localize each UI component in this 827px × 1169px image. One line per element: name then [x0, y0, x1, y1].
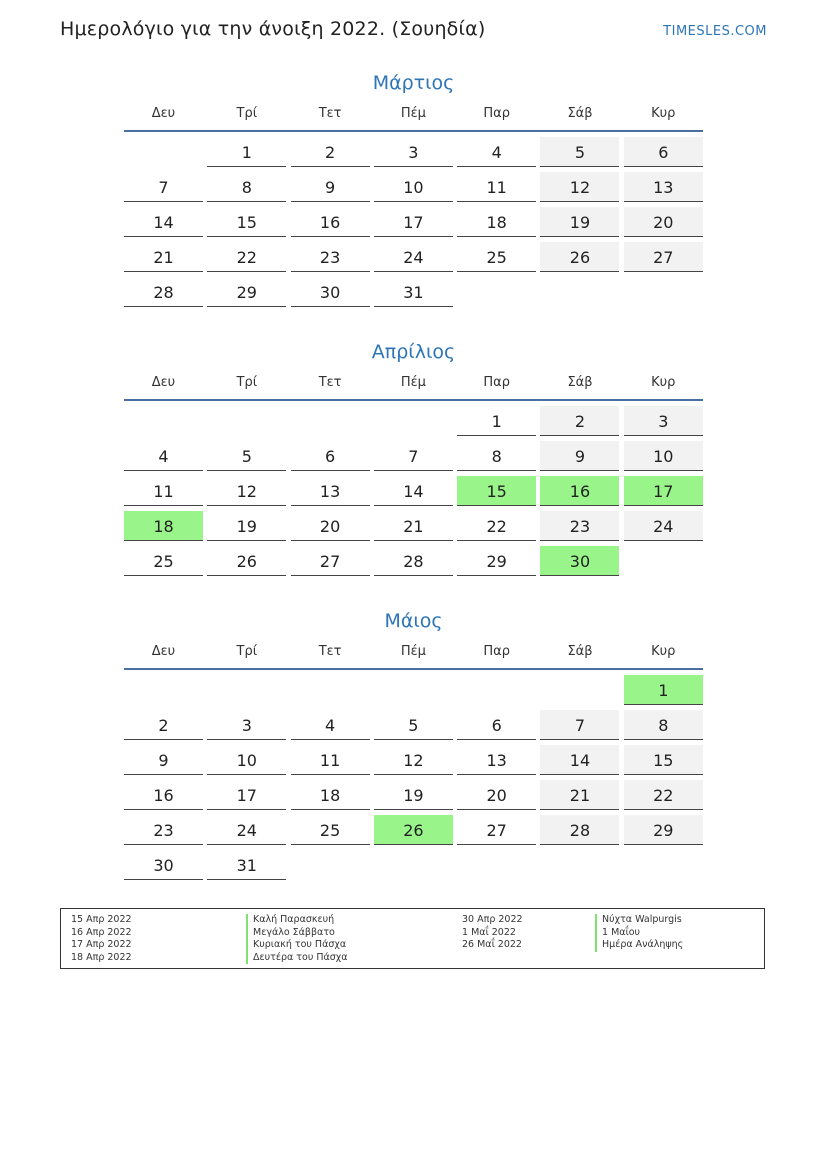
day-cell[interactable]: 16: [540, 476, 619, 506]
day-cell[interactable]: 21: [374, 511, 453, 541]
weekday-label: Κυρ: [651, 644, 676, 659]
month-title: Μάρτιος: [372, 72, 455, 94]
month-title: Μάιος: [384, 610, 443, 632]
legend-holiday-name: Μεγάλο Σάββατο: [246, 927, 348, 940]
day-cell[interactable]: 10: [207, 745, 286, 775]
weekday-label: Παρ: [483, 644, 510, 659]
day-cell[interactable]: 11: [124, 476, 203, 506]
day-cell[interactable]: 18: [291, 780, 370, 810]
legend-date: 16 Απρ 2022: [71, 926, 132, 938]
day-cell[interactable]: 30: [291, 277, 370, 307]
day-cell[interactable]: 10: [374, 172, 453, 202]
weekday-label: Σάβ: [567, 375, 593, 390]
day-cell[interactable]: 2: [124, 710, 203, 740]
day-cell[interactable]: 25: [291, 815, 370, 845]
legend-holiday-name: Καλή Παρασκευή: [246, 914, 348, 927]
weekday-label: Κυρ: [651, 375, 676, 390]
day-cell[interactable]: 22: [624, 780, 703, 810]
empty-day-cell: [457, 850, 536, 879]
empty-day-cell: [624, 546, 703, 575]
day-cell[interactable]: 8: [624, 710, 703, 740]
weekday-label: Κυρ: [651, 106, 676, 121]
day-cell[interactable]: 21: [540, 780, 619, 810]
weekday-label: Δευ: [151, 375, 176, 390]
legend-holiday-name: Δευτέρα του Πάσχα: [246, 952, 348, 965]
day-cell[interactable]: 1: [457, 406, 536, 436]
day-cell[interactable]: 29: [207, 277, 286, 307]
day-cell[interactable]: 3: [207, 710, 286, 740]
legend-date: 1 Μαΐ 2022: [462, 926, 516, 938]
weekday-label: Τετ: [318, 375, 342, 390]
day-cell[interactable]: 11: [457, 172, 536, 202]
legend-holiday-name: Νύχτα Walpurgis: [595, 914, 683, 927]
days-grid: [124, 137, 703, 307]
weekday-label: Τρί: [236, 375, 258, 390]
legend-names-col-1: [246, 914, 348, 964]
days-grid: [124, 406, 703, 576]
legend-date: 17 Απρ 2022: [71, 939, 132, 951]
day-cell[interactable]: 23: [291, 242, 370, 272]
day-cell[interactable]: 10: [624, 441, 703, 471]
legend-dates-col-1: [71, 914, 132, 964]
header-divider: [124, 130, 703, 132]
empty-day-cell: [457, 675, 536, 704]
weekday-label: Δευ: [151, 644, 176, 659]
day-cell[interactable]: 2: [291, 137, 370, 167]
day-cell[interactable]: 1: [207, 137, 286, 167]
weekday-header: [124, 642, 703, 668]
day-cell[interactable]: 23: [124, 815, 203, 845]
page-title: Ημερολόγιο για την άνοιξη 2022. (Σουηδία): [60, 18, 486, 40]
day-cell[interactable]: 24: [624, 511, 703, 541]
day-cell[interactable]: 4: [124, 441, 203, 471]
day-cell[interactable]: 15: [457, 476, 536, 506]
day-cell[interactable]: 14: [540, 745, 619, 775]
day-cell[interactable]: 26: [374, 815, 453, 845]
day-cell[interactable]: 9: [540, 441, 619, 471]
day-cell[interactable]: 20: [457, 780, 536, 810]
day-cell[interactable]: 3: [374, 137, 453, 167]
day-cell[interactable]: 28: [540, 815, 619, 845]
day-cell[interactable]: 7: [540, 710, 619, 740]
day-cell[interactable]: 16: [124, 780, 203, 810]
day-cell[interactable]: 31: [207, 850, 286, 880]
weekday-label: Τρί: [236, 644, 258, 659]
empty-day-cell: [291, 406, 370, 435]
day-cell[interactable]: 19: [374, 780, 453, 810]
day-cell[interactable]: 20: [624, 207, 703, 237]
day-cell[interactable]: 17: [207, 780, 286, 810]
day-cell[interactable]: 6: [291, 441, 370, 471]
legend-holiday-name: Ημέρα Ανάληψης: [595, 939, 683, 952]
day-cell[interactable]: 26: [207, 546, 286, 576]
day-cell[interactable]: 28: [374, 546, 453, 576]
header-divider: [124, 668, 703, 670]
weekday-label: Πέμ: [400, 106, 426, 121]
weekday-label: Τρί: [236, 106, 258, 121]
day-cell[interactable]: 22: [207, 242, 286, 272]
day-cell[interactable]: 17: [624, 476, 703, 506]
day-cell[interactable]: 3: [624, 406, 703, 436]
legend-date: 30 Απρ 2022: [462, 914, 523, 925]
day-cell[interactable]: 19: [540, 207, 619, 237]
weekday-label: Σάβ: [567, 644, 593, 659]
empty-day-cell: [291, 675, 370, 704]
day-cell[interactable]: 31: [374, 277, 453, 307]
day-cell[interactable]: 8: [207, 172, 286, 202]
brand-link[interactable]: TIMESLES.COM: [663, 24, 767, 39]
day-cell[interactable]: 1: [624, 675, 703, 705]
day-cell[interactable]: 16: [291, 207, 370, 237]
day-cell[interactable]: 12: [207, 476, 286, 506]
empty-day-cell: [124, 406, 203, 435]
day-cell[interactable]: 11: [291, 745, 370, 775]
legend-date: 18 Απρ 2022: [71, 951, 132, 963]
day-cell[interactable]: 12: [540, 172, 619, 202]
empty-day-cell: [374, 675, 453, 704]
day-cell[interactable]: 23: [540, 511, 619, 541]
month-calendar-march: [124, 68, 703, 307]
day-cell[interactable]: 27: [624, 242, 703, 272]
day-cell[interactable]: 15: [207, 207, 286, 237]
weekday-label: Παρ: [483, 375, 510, 390]
month-calendar-may: [124, 606, 703, 880]
days-grid: [124, 675, 703, 880]
weekday-label: Τετ: [318, 644, 342, 659]
day-cell[interactable]: 24: [207, 815, 286, 845]
day-cell[interactable]: 21: [124, 242, 203, 272]
day-cell[interactable]: 9: [291, 172, 370, 202]
day-cell[interactable]: 24: [374, 242, 453, 272]
day-cell[interactable]: 25: [457, 242, 536, 272]
weekday-header: [124, 373, 703, 399]
day-cell[interactable]: 13: [457, 745, 536, 775]
empty-day-cell: [124, 675, 203, 704]
day-cell[interactable]: 2: [540, 406, 619, 436]
legend-date: 15 Απρ 2022: [71, 914, 132, 925]
day-cell[interactable]: 25: [124, 546, 203, 576]
day-cell[interactable]: 4: [291, 710, 370, 740]
empty-day-cell: [374, 406, 453, 435]
day-cell[interactable]: 27: [457, 815, 536, 845]
day-cell[interactable]: 6: [457, 710, 536, 740]
empty-day-cell: [540, 850, 619, 879]
day-cell[interactable]: 7: [124, 172, 203, 202]
day-cell[interactable]: 30: [124, 850, 203, 880]
day-cell[interactable]: 5: [540, 137, 619, 167]
empty-day-cell: [207, 675, 286, 704]
day-cell[interactable]: 20: [291, 511, 370, 541]
day-cell[interactable]: 14: [374, 476, 453, 506]
weekday-header: [124, 104, 703, 130]
legend-date: 26 Μαΐ 2022: [462, 939, 522, 951]
day-cell[interactable]: 7: [374, 441, 453, 471]
day-cell[interactable]: 5: [374, 710, 453, 740]
legend-dates-col-2: [462, 914, 523, 952]
empty-day-cell: [624, 277, 703, 306]
day-cell[interactable]: 27: [291, 546, 370, 576]
day-cell[interactable]: 12: [374, 745, 453, 775]
day-cell[interactable]: 8: [457, 441, 536, 471]
legend-holiday-name: 1 Μαΐου: [595, 927, 683, 940]
weekday-label: Πέμ: [400, 375, 426, 390]
day-cell[interactable]: 17: [374, 207, 453, 237]
day-cell[interactable]: 30: [540, 546, 619, 576]
legend-names-col-2: [595, 914, 683, 952]
empty-day-cell: [374, 850, 453, 879]
day-cell[interactable]: 9: [124, 745, 203, 775]
empty-day-cell: [540, 277, 619, 306]
day-cell[interactable]: 13: [291, 476, 370, 506]
weekday-label: Τετ: [318, 106, 342, 121]
day-cell[interactable]: 6: [624, 137, 703, 167]
empty-day-cell: [624, 850, 703, 879]
weekday-label: Παρ: [483, 106, 510, 121]
legend-holiday-name: Κυριακή του Πάσχα: [246, 939, 348, 952]
empty-day-cell: [291, 850, 370, 879]
weekday-label: Δευ: [151, 106, 176, 121]
day-cell[interactable]: 22: [457, 511, 536, 541]
day-cell[interactable]: 15: [624, 745, 703, 775]
month-calendar-april: [124, 337, 703, 576]
weekday-label: Πέμ: [400, 644, 426, 659]
weekday-label: Σάβ: [567, 106, 593, 121]
empty-day-cell: [540, 675, 619, 704]
day-cell[interactable]: 19: [207, 511, 286, 541]
empty-day-cell: [207, 406, 286, 435]
month-title: Απρίλιος: [371, 341, 456, 363]
empty-day-cell: [124, 137, 203, 166]
day-cell[interactable]: 28: [124, 277, 203, 307]
day-cell[interactable]: 5: [207, 441, 286, 471]
day-cell[interactable]: 18: [457, 207, 536, 237]
day-cell[interactable]: 13: [624, 172, 703, 202]
empty-day-cell: [457, 277, 536, 306]
day-cell[interactable]: 4: [457, 137, 536, 167]
day-cell[interactable]: 18: [124, 511, 203, 541]
header-divider: [124, 399, 703, 401]
day-cell[interactable]: 29: [624, 815, 703, 845]
day-cell[interactable]: 26: [540, 242, 619, 272]
day-cell[interactable]: 29: [457, 546, 536, 576]
day-cell[interactable]: 14: [124, 207, 203, 237]
holiday-legend: [60, 908, 765, 969]
